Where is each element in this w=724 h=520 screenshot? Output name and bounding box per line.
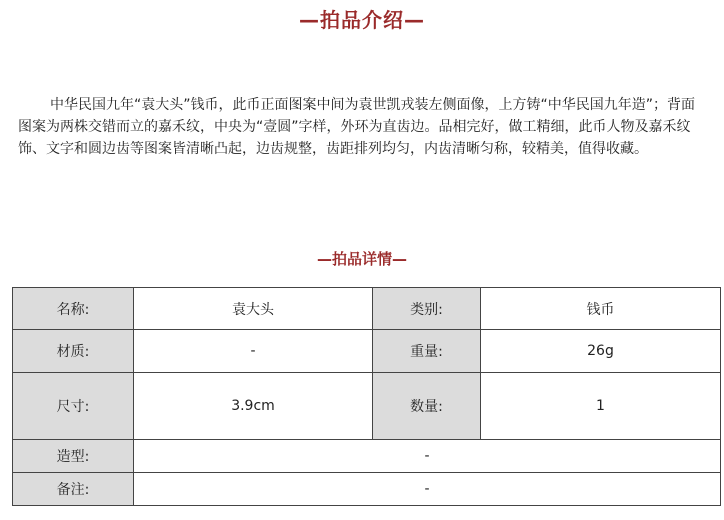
quantity-value: 1 — [481, 373, 721, 440]
name-value: 袁大头 — [134, 288, 373, 330]
table-row — [13, 373, 721, 440]
page-title: —拍品介绍— — [299, 8, 425, 32]
weight-value: 26g — [481, 330, 721, 373]
table-row — [13, 330, 721, 373]
size-value: 3.9cm — [134, 373, 373, 440]
remark-label: 备注: — [13, 473, 134, 506]
category-label: 类别: — [373, 288, 481, 330]
table-row — [13, 473, 721, 506]
quantity-label: 数量: — [373, 373, 481, 440]
shape-value: - — [134, 440, 721, 473]
name-label: 名称: — [13, 288, 134, 330]
item-description: 中华民国九年“袁大头”钱币，此币正面图案中间为袁世凯戎装左侧面像，上方铸“中华民国九年造”；背面图案为两株交错而立的嘉禾纹，中央为“壹圆”字样，外环为直齿边。品相完好，做工精细，此币人物及嘉禾纹饰、文字和圆边齿等图案皆清晰凸起，边齿规整，齿距排列均匀，内齿清晰匀称，较精美，值得收藏。 — [18, 97, 696, 157]
weight-label: 重量: — [373, 330, 481, 373]
material-value: - — [134, 330, 373, 373]
details-title: —拍品详情— — [316, 250, 407, 268]
details-table — [12, 287, 721, 506]
category-value: 钱币 — [481, 288, 721, 330]
material-label: 材质: — [13, 330, 134, 373]
table-row — [13, 440, 721, 473]
shape-label: 造型: — [13, 440, 134, 473]
size-label: 尺寸: — [13, 373, 134, 440]
table-row — [13, 288, 721, 330]
remark-value: - — [134, 473, 721, 506]
